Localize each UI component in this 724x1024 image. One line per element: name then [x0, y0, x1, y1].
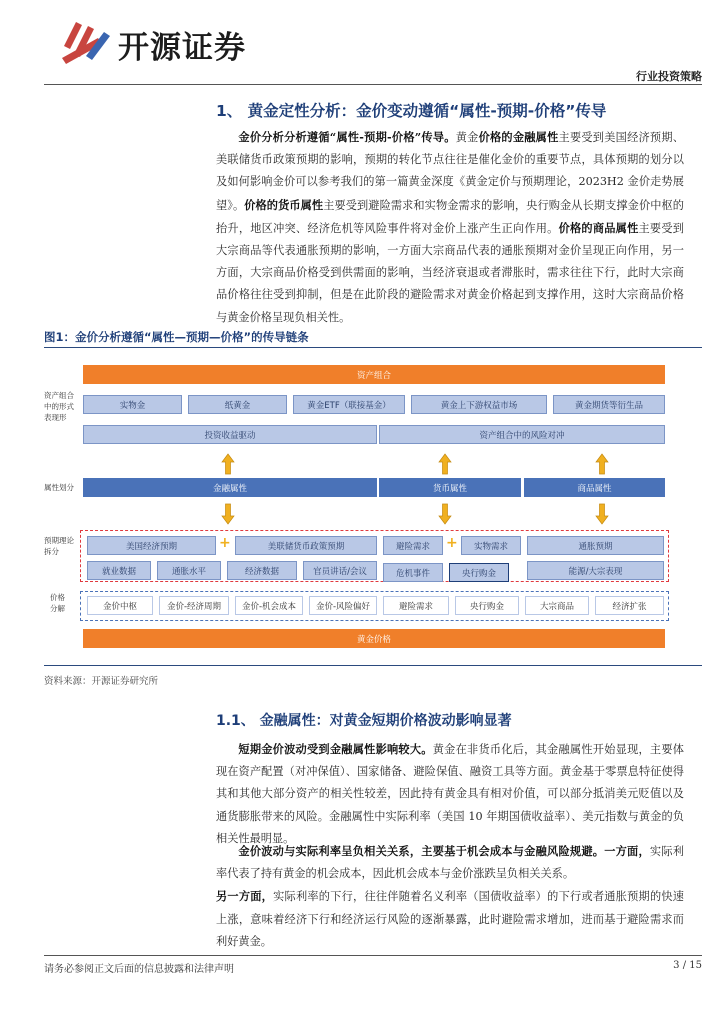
page-number: 3 / 15 — [673, 960, 702, 971]
expectation-sub-box: 通胀水平 — [157, 561, 221, 580]
para-text: 主要受到避险需求和实物金需求的影响，央行购金从长期支撑金价中枢的抬升，地区冲突、经济危机等风险事件将对金价上涨产生正向作用。 — [216, 198, 684, 235]
side-label-price: 价格 分解 — [50, 593, 65, 613]
section1-paragraph — [216, 126, 684, 329]
expectation-sub-box: 央行购金 — [449, 563, 509, 582]
section-heading-1: 1、 黄金定性分析：金价变动遵循“属性-预期-价格”传导 — [216, 102, 607, 120]
para-bold: 价格的商品属性 — [558, 220, 639, 235]
para-bold: 价格的货币属性 — [244, 197, 324, 212]
expectation-sub-box: 官员讲话/会议 — [303, 561, 377, 580]
price-box: 金价-机会成本 — [235, 596, 303, 615]
attribute-bar-monetary: 货币属性 — [379, 478, 521, 497]
source-divider — [44, 665, 702, 666]
expectation-sub-box: 经济数据 — [227, 561, 297, 580]
price-box: 避险需求 — [383, 596, 449, 615]
para-text: 主要受到美国经济预期、美联储货币政策预期的影响，预期的转化节点往往是催化金价的重要节点，具体预期的划分以及如何影响金价可以参考我们的第一篇黄金深度《黄金定价与预期理论，2023H2 金价走势展望》。 — [216, 131, 684, 212]
asset-box: 黄金上下游权益市场 — [411, 395, 547, 414]
figure-title: 图1：金价分析遵循“属性—预期—价格”的传导链条 — [44, 330, 309, 344]
expectation-sub-box: 就业数据 — [87, 561, 151, 580]
down-arrow-icon — [221, 503, 235, 525]
asset-portfolio-bar: 资产组合 — [83, 365, 665, 384]
para-bold: 金价波动与实际利率呈负相关关系，主要基于机会成本与金融风险规避。一方面， — [238, 844, 650, 858]
section11-paragraph-1 — [216, 738, 684, 850]
company-name: 开源证券 — [118, 30, 246, 66]
plus-icon: + — [446, 535, 458, 551]
down-arrow-icon — [595, 503, 609, 525]
side-label-attribute: 属性划分 — [44, 483, 74, 492]
drive-box: 资产组合中的风险对冲 — [379, 425, 665, 444]
side-label-asset-forms: 资产组合 中的形式 表现形 — [44, 391, 74, 422]
price-box: 金价-经济周期 — [159, 596, 229, 615]
asset-box: 黄金期货等衍生品 — [553, 395, 665, 414]
figure-source: 资料来源：开源证券研究所 — [44, 676, 159, 687]
para-text: 主要受到大宗商品等代表通胀预期的影响，一方面大宗商品代表的通胀预期对金价呈现正向作用，另一方面，大宗商品价格受到供需面的影响，当经济衰退或者滞胀时，需求往往下行，此时大宗商品价格往往受到抑制，但是在此阶段的避险需求对黄金价格起到支撑作用，这时大宗商品价格与黄金价格呈现负相关性。 — [216, 221, 684, 324]
footer-disclaimer: 请务必参阅正文后面的信息披露和法律声明 — [44, 964, 234, 975]
figure-divider — [44, 347, 702, 348]
attribute-bar-financial: 金融属性 — [83, 478, 377, 497]
price-box: 经济扩张 — [595, 596, 664, 615]
para-text: 黄金 — [455, 131, 479, 144]
expectation-box: 实物需求 — [461, 536, 521, 555]
para-text: 实际利率的下行，往往伴随着名义利率（国债收益率）的下行或者通胀预期的快速上涨，意味着经济下行和经济运行风险的逐渐暴露，此时避险需求增加，进而基于避险需求而利好黄金。 — [216, 890, 684, 948]
up-arrow-icon — [438, 453, 452, 475]
header-divider — [44, 84, 702, 85]
drive-box: 投资收益驱动 — [83, 425, 377, 444]
para-text: 黄金在非货币化后，其金融属性开始显现，主要体现在资产配置（对冲保值）、国家储备、避险保值、融资工具等方面。黄金基于零票息特征使得其和其他大部分资产的相关性较差，因此持有黄金具有相对价值，可以部分抵消美元贬值以及通货膨胀带来的风险。金融属性中实际利率（美国 10 年期国债收益率）、美元指数与黄金的负相关性最明显。 — [216, 743, 684, 845]
asset-box: 纸黄金 — [188, 395, 287, 414]
report-type-label: 行业投资策略 — [636, 70, 702, 83]
side-label-expectation: 预期理论 拆分 — [44, 536, 74, 556]
footer-divider — [44, 955, 702, 956]
attribute-bar-commodity: 商品属性 — [524, 478, 665, 497]
asset-box: 黄金ETF（联接基金） — [293, 395, 405, 414]
plus-icon: + — [219, 535, 231, 551]
para-bold: 价格的金融属性 — [478, 130, 559, 144]
up-arrow-icon — [595, 453, 609, 475]
expectation-box: 避险需求 — [383, 536, 443, 555]
down-arrow-icon — [438, 503, 452, 525]
price-box: 金价中枢 — [87, 596, 153, 615]
up-arrow-icon — [221, 453, 235, 475]
para-bold: 短期金价波动受到金融属性影响较大。 — [238, 742, 433, 756]
section11-paragraph-2 — [216, 840, 684, 953]
price-box: 金价-风险偏好 — [309, 596, 377, 615]
para-text: 实际利率代表了持有黄金的机会成本，因此机会成本与金价涨跌呈负相关关系。 — [216, 845, 684, 881]
para-lead-bold: 金价分析分析遵循“属性-预期-价格”传导。 — [238, 130, 456, 144]
para-bold: 另一方面， — [216, 889, 274, 904]
gold-price-bar: 黄金价格 — [83, 629, 665, 648]
price-box: 大宗商品 — [525, 596, 589, 615]
expectation-box: 美联储货币政策预期 — [235, 536, 377, 555]
expectation-sub-box: 危机事件 — [383, 563, 443, 582]
price-box: 央行购金 — [455, 596, 519, 615]
expectation-box: 美国经济预期 — [87, 536, 216, 555]
asset-box: 实物金 — [83, 395, 182, 414]
section-heading-1-1: 1.1、 金融属性：对黄金短期价格波动影响显著 — [216, 713, 512, 729]
expectation-box: 通胀预期 — [527, 536, 664, 555]
expectation-sub-box: 能源/大宗表现 — [527, 561, 664, 580]
